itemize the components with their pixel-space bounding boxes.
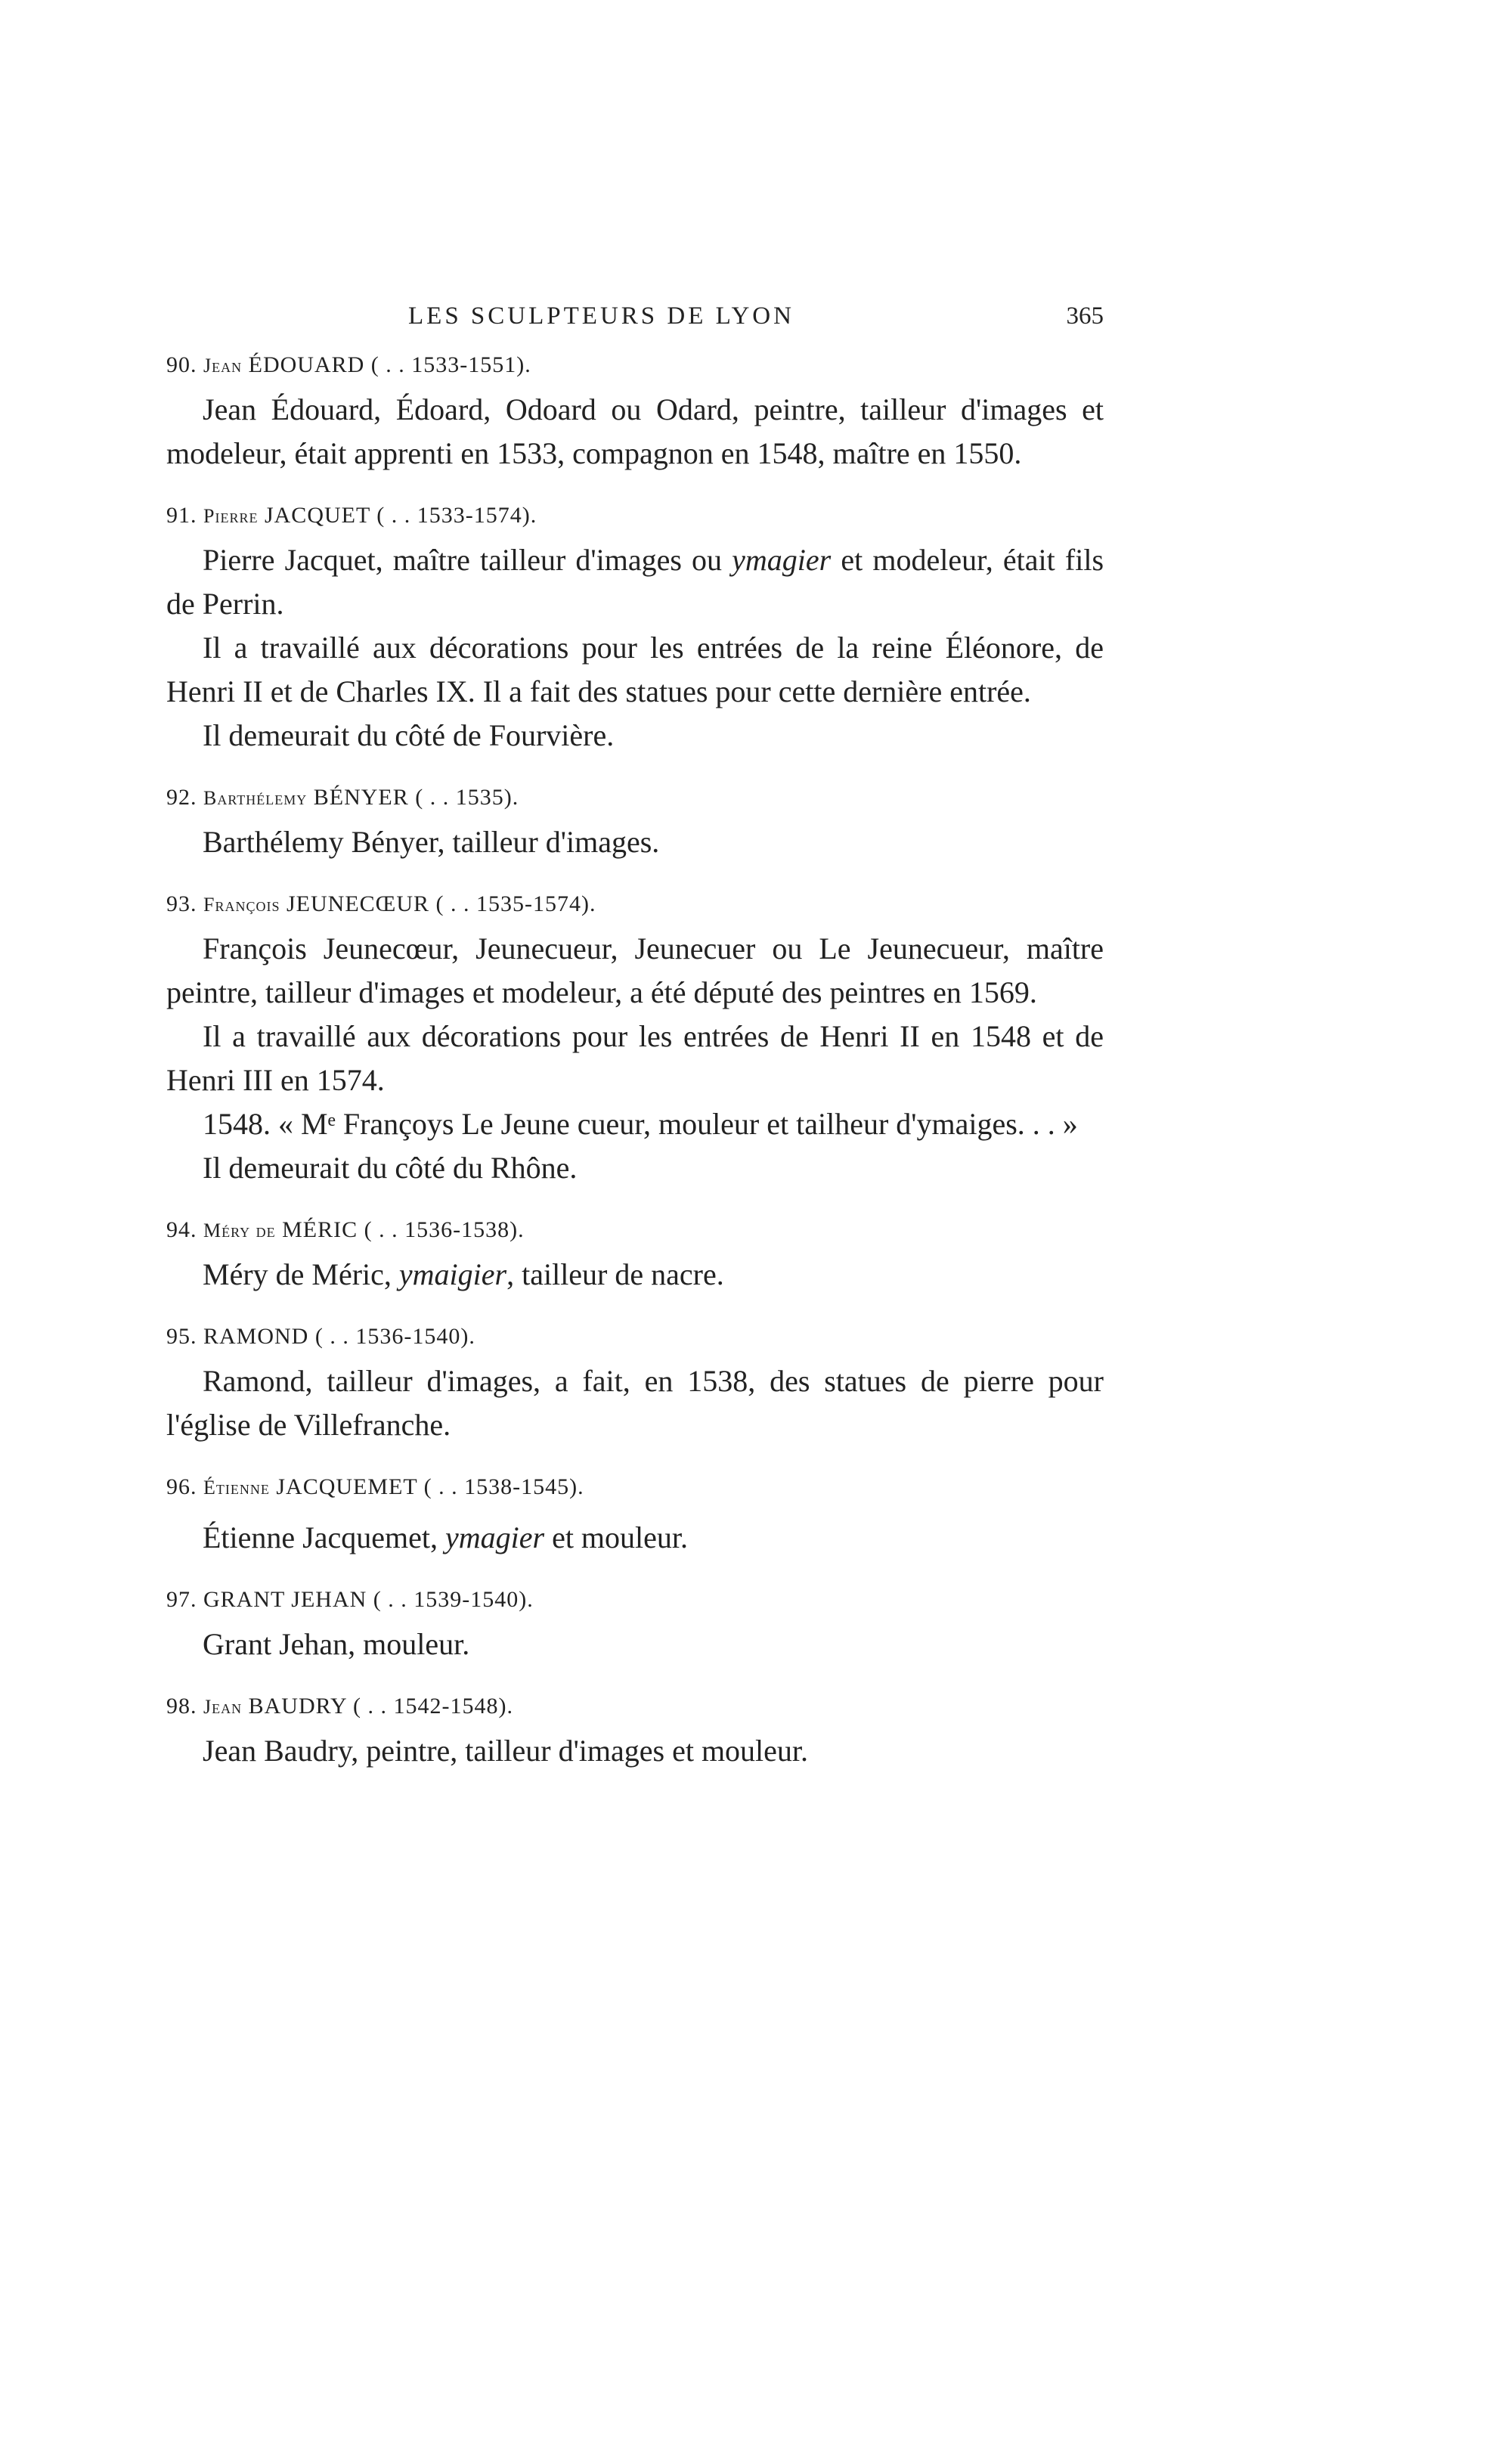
entry-number: 95. [166, 1324, 197, 1349]
entry-paragraph [166, 1516, 1104, 1560]
entry-paragraph: Il a travaillé aux décorations pour les entrées de Henri II en 1548 et de Henri III en 1574. [166, 1019, 1104, 1097]
entry-surname: MÉRIC [282, 1217, 358, 1242]
entry-dates: ( . . 1542-1548). [353, 1694, 514, 1719]
paragraph-text: Étienne Jacquemet, [203, 1520, 445, 1554]
entry-surname: GRANT JEHAN [203, 1587, 367, 1612]
paragraph-text: , tailleur de nacre. [506, 1257, 724, 1291]
entry-first-name: François [203, 894, 280, 916]
entry-heading [166, 1582, 1104, 1618]
entry-number: 97. [166, 1587, 197, 1612]
entry-paragraph: Grant Jehan, mouleur. [203, 1627, 470, 1661]
entry-92 [166, 780, 1104, 864]
entry-94 [166, 1213, 1104, 1297]
entry-dates: ( . . 1535). [415, 785, 519, 810]
paragraph-text: Pierre Jacquet, maître tailleur d'images ou [203, 543, 733, 577]
entry-dates: ( . . 1533-1574). [376, 503, 537, 528]
entry-heading [166, 498, 1104, 534]
entry-heading [166, 1319, 1104, 1355]
italic-term: ymagier [444, 1520, 545, 1554]
entry-surname: BÉNYER [313, 785, 409, 810]
entry-number: 91. [166, 503, 197, 528]
entry-paragraph: Jean Édouard, Édoard, Odoard ou Odard, peintre, tailleur d'images et modeleur, était apprenti en 1533, compagnon en 1548, maître en 1550. [166, 392, 1104, 470]
entry-first-name: Étienne [203, 1477, 270, 1499]
entry-heading [166, 348, 1104, 383]
running-head [166, 302, 1104, 348]
italic-term: ymaigier [398, 1257, 507, 1291]
entry-dates: ( . . 1538-1545). [423, 1474, 584, 1499]
entry-90 [166, 348, 1104, 476]
entry-surname: RAMOND [203, 1324, 309, 1349]
entry-95 [166, 1319, 1104, 1447]
entry-number: 98. [166, 1694, 197, 1719]
entry-surname: JACQUET [264, 503, 370, 528]
entry-number: 96. [166, 1474, 197, 1499]
book-page [166, 302, 1104, 1796]
paragraph-text: et modeleur, était fils de Perrin. [166, 543, 1104, 621]
entry-first-name: Pierre [203, 505, 259, 527]
entry-surname: JEUNECŒUR [286, 891, 429, 916]
entry-paragraph: Il a travaillé aux décorations pour les entrées de la reine Éléonore, de Henri II et de Charles IX. Il a fait des statues pour cette dernière entrée. [166, 631, 1104, 708]
entry-first-name: Barthélemy [203, 787, 308, 809]
entry-91 [166, 498, 1104, 758]
page-number: 365 [1066, 302, 1104, 330]
entry-heading [166, 780, 1104, 816]
entry-paragraph: Barthélemy Bényer, tailleur d'images. [203, 825, 660, 859]
entry-number: 93. [166, 891, 197, 916]
entry-96 [166, 1470, 1104, 1560]
entry-dates: ( . . 1536-1538). [364, 1217, 525, 1242]
entry-paragraph: Il demeurait du côté de Fourvière. [203, 718, 615, 752]
entry-number: 94. [166, 1217, 197, 1242]
entry-dates: ( . . 1536-1540). [314, 1324, 475, 1349]
entry-paragraph: Jean Baudry, peintre, tailleur d'images et mouleur. [203, 1734, 809, 1768]
entry-dates: ( . . 1539-1540). [373, 1587, 534, 1612]
entry-98 [166, 1689, 1104, 1773]
entry-dates: ( . . 1533-1551). [370, 352, 531, 377]
entry-paragraph: Ramond, tailleur d'images, a fait, en 1538, des statues de pierre pour l'église de Villefranche. [166, 1364, 1104, 1442]
running-title: LES SCULPTEURS DE LYON [408, 302, 794, 330]
entry-heading [166, 1689, 1104, 1725]
entry-heading [166, 1470, 1104, 1505]
italic-term: ymagier [732, 543, 832, 577]
entry-heading [166, 887, 1104, 922]
entry-dates: ( . . 1535-1574). [435, 891, 596, 916]
entry-surname: ÉDOUARD [248, 352, 365, 377]
paragraph-text: et mouleur. [544, 1520, 689, 1554]
paragraph-text: Méry de Méric, [203, 1257, 399, 1291]
entry-paragraph: François Jeunecœur, Jeunecueur, Jeunecuer ou Le Jeunecueur, maître peintre, tailleur d'images et modeleur, a été député des peintres en 1569. [166, 931, 1104, 1009]
entry-paragraph [166, 1253, 1104, 1297]
entry-first-name: Jean [203, 1696, 243, 1718]
entry-97 [166, 1582, 1104, 1666]
entry-surname: JACQUEMET [276, 1474, 418, 1499]
entry-surname: BAUDRY [248, 1694, 347, 1719]
entry-93 [166, 887, 1104, 1190]
entry-paragraph: 1548. « Mᵉ Françoys Le Jeune cueur, mouleur et tailheur d'ymaiges. . . » [203, 1107, 1078, 1141]
entry-paragraph [166, 538, 1104, 626]
entry-first-name: Jean [203, 355, 243, 377]
entry-heading [166, 1213, 1104, 1248]
entry-number: 92. [166, 785, 197, 810]
entry-first-name: Méry de [203, 1220, 276, 1241]
entry-number: 90. [166, 352, 197, 377]
entry-paragraph: Il demeurait du côté du Rhône. [203, 1151, 578, 1185]
